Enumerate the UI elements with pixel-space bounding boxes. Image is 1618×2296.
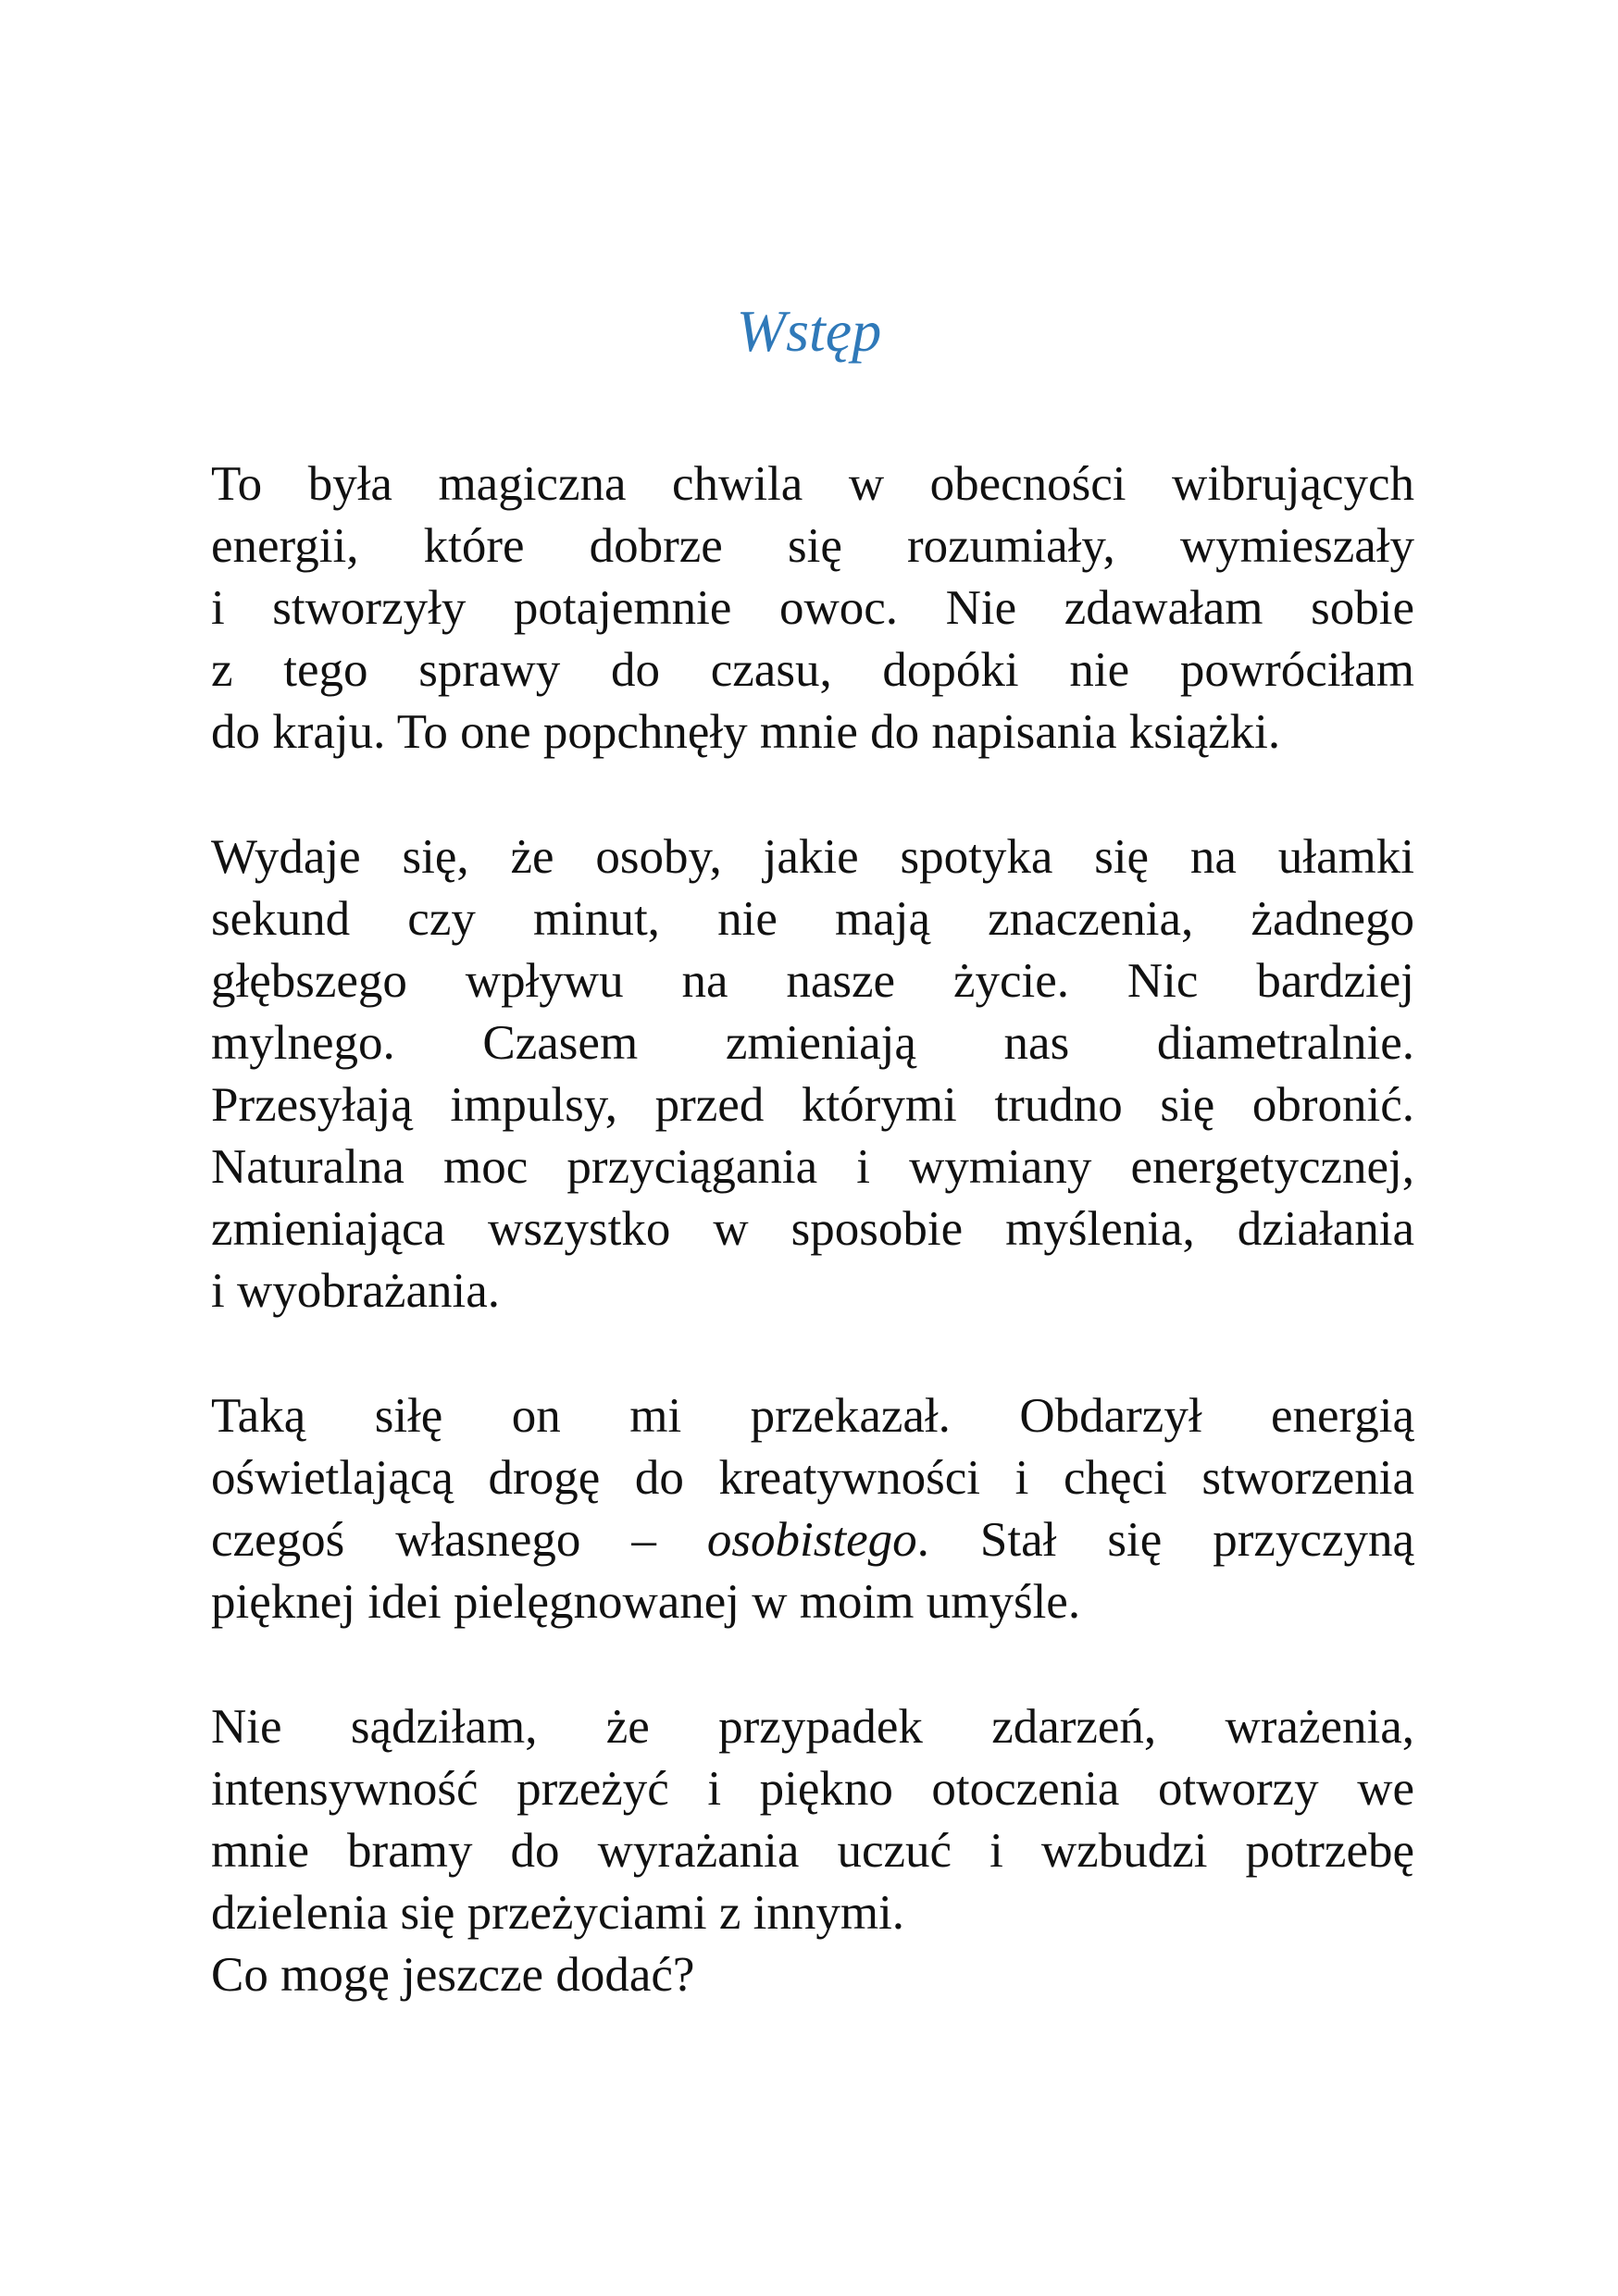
text-line: To była magiczna chwila w obecności wibrujących — [211, 457, 1414, 511]
text-line: z tego sprawy do czasu, dopóki nie powróciłam — [211, 643, 1414, 697]
text-line: i wyobrażania. — [211, 1264, 500, 1318]
paragraph-4 — [211, 1696, 1414, 1944]
text-line: sekund czy minut, nie mają znaczenia, żadnego — [211, 892, 1414, 946]
text-line: do kraju. To one popchnęły mnie do napisania książki. — [211, 705, 1281, 759]
text-line: pięknej idei pielęgnowanej w moim umyśle. — [211, 1575, 1081, 1629]
text-line: energii, które dobrze się rozumiały, wymieszały — [211, 519, 1414, 573]
text-line: mylnego. Czasem zmieniają nas diametralnie. — [211, 1016, 1414, 1070]
text-line: mnie bramy do wyrażania uczuć i wzbudzi potrzebę — [211, 1824, 1414, 1878]
emphasis-text: osobistego — [706, 1513, 917, 1567]
text-line: intensywność przeżyć i piękno otoczenia otworzy we — [211, 1762, 1414, 1816]
text-line: Nie sądziłam, że przypadek zdarzeń, wrażenia, — [211, 1700, 1414, 1754]
text-line-with-emphasis — [211, 1509, 1414, 1571]
text-line: Co mogę jeszcze dodać? — [211, 1948, 695, 2002]
text-line: Naturalna moc przyciągania i wymiany energetycznej, — [211, 1140, 1414, 1194]
text-line: i stworzyły potajemnie owoc. Nie zdawałam sobie — [211, 581, 1414, 635]
paragraph-5 — [211, 1944, 1414, 2006]
body-text — [211, 453, 1414, 2069]
text-line: oświetlającą drogę do kreatywności i chęci stworzenia — [211, 1451, 1414, 1505]
text-line: głębszego wpływu na nasze życie. Nic bardziej — [211, 954, 1414, 1008]
text-segment: czegoś własnego – — [211, 1513, 707, 1567]
text-line: Wydaje się, że osoby, jakie spotyka się na ułamki — [211, 830, 1414, 884]
text-line: Taką siłę on mi przekazał. Obdarzył energią — [211, 1389, 1414, 1443]
page-title: Wstęp — [736, 298, 882, 364]
paragraph-1 — [211, 453, 1414, 763]
paragraph-2 — [211, 826, 1414, 1322]
text-segment: . Stał się przyczyną — [916, 1513, 1414, 1567]
text-line: Przesyłają impulsy, przed którymi trudno się obronić. — [211, 1078, 1414, 1132]
paragraph-3 — [211, 1385, 1414, 1633]
text-line: zmieniająca wszystko w sposobie myślenia, działania — [211, 1202, 1414, 1256]
text-line: dzielenia się przeżyciami z innymi. — [211, 1886, 905, 1940]
